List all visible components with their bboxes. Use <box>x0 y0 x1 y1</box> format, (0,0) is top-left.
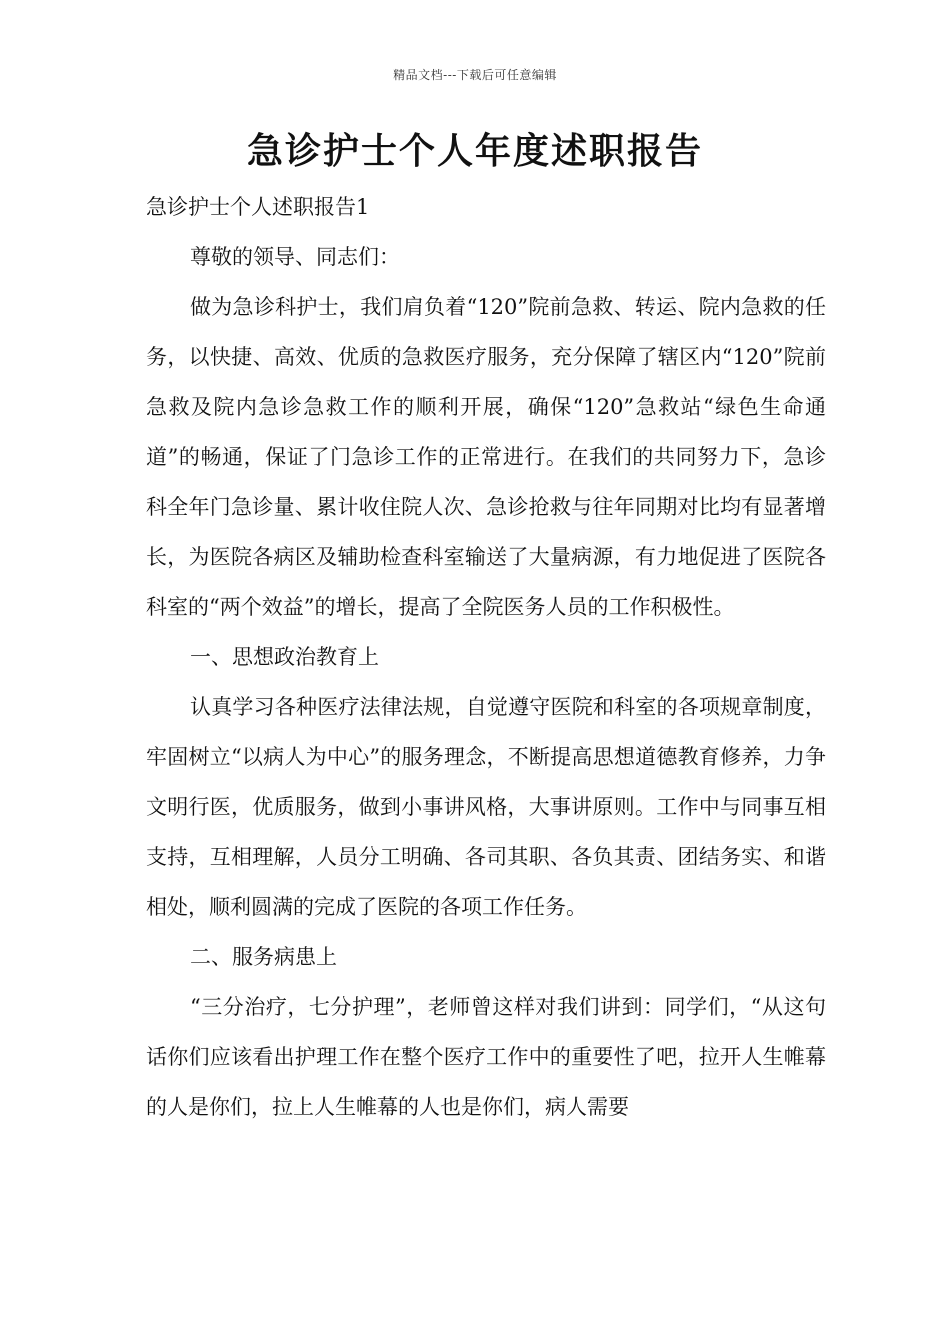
section-heading-ideology: 一、思想政治教育上 <box>190 645 379 669</box>
paragraph-ideology: 认真学习各种医疗法律法规，自觉遵守医院和科室的各项规章制度，牢固树立“以病人为中心”的服务理念，不断提高思想道德教育修养，力争文明行医，优质服务，做到小事讲风格，大事讲原则。工作中与同事互相支持，互相理解，人员分工明确、各司其职、各负其责、团结务实、和谐相处，顺利圆满的完成了医院的各项工作任务。 <box>146 695 826 919</box>
document-title: 急诊护士个人年度述职报告 <box>246 131 703 172</box>
report-subtitle: 急诊护士个人述职报告1 <box>146 195 370 219</box>
header-note: 精品文档---下载后可任意编辑 <box>393 68 557 82</box>
paragraph-intro: 做为急诊科护士，我们肩负着“120”院前急救、转运、院内急救的任务，以快捷、高效、优质的急救医疗服务，充分保障了辖区内“120”院前急救及院内急诊急救工作的顺利开展，确保“120”急救站“绿色生命通道”的畅通，保证了门急诊工作的正常进行。在我们的共同努力下，急诊科全年门急诊量、累计收住院人次、急诊抢救与往年同期对比均有显著增长，为医院各病区及辅助检查科室输送了大量病源，有力地促进了医院各科室的“两个效益”的增长，提高了全院医务人员的工作积极性。 <box>146 295 826 619</box>
document-body <box>146 182 826 1132</box>
paragraph-service: “三分治疗，七分护理”，老师曾这样对我们讲到：同学们，“从这句话你们应该看出护理工作在整个医疗工作中的重要性了吧，拉开人生帷幕的人是你们，拉上人生帷幕的人也是你们，病人需要 <box>146 995 826 1119</box>
section-heading-service: 二、服务病患上 <box>190 945 337 969</box>
salutation: 尊敬的领导、同志们： <box>190 245 400 269</box>
